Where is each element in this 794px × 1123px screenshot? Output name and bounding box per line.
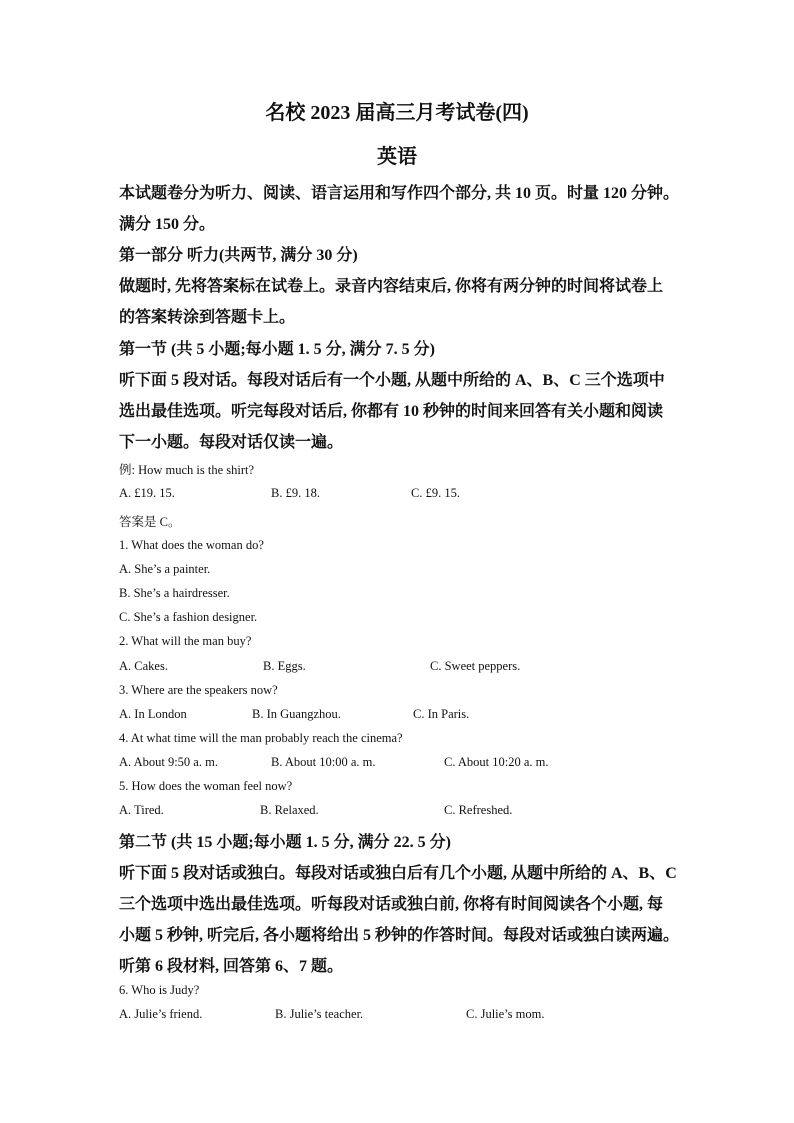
option-c: C. About 10:20 a. m. bbox=[444, 755, 549, 769]
page-title: 名校 2023 届高三月考试卷(四) bbox=[265, 102, 529, 124]
section1-instruction: 选出最佳选项。听完每段对话后, 你都有 10 秒钟的时间来回答有关小题和阅读 bbox=[119, 403, 664, 420]
section2-instruction: 听第 6 段材料, 回答第 6、7 题。 bbox=[119, 958, 344, 975]
option-b: B. Relaxed. bbox=[260, 803, 319, 817]
option-a: A. She’s a painter. bbox=[119, 562, 211, 576]
option-c: C. £9. 15. bbox=[411, 486, 460, 500]
option-b: B. In Guangzhou. bbox=[252, 707, 341, 721]
example-question: 例: How much is the shirt? bbox=[119, 463, 255, 477]
part1-heading: 第一部分 听力(共两节, 满分 30 分) bbox=[119, 247, 358, 264]
option-b: B. About 10:00 a. m. bbox=[271, 755, 376, 769]
section2-instruction: 听下面 5 段对话或独白。每段对话或独白后有几个小题, 从题中所给的 A、B、C bbox=[119, 865, 677, 882]
intro-line: 本试题卷分为听力、阅读、语言运用和写作四个部分, 共 10 页。时量 120 分钟。 bbox=[119, 185, 680, 202]
option-a: A. Tired. bbox=[119, 803, 164, 817]
option-b: B. Eggs. bbox=[263, 659, 306, 673]
option-c: C. Julie’s mom. bbox=[466, 1007, 545, 1021]
question-text: 3. Where are the speakers now? bbox=[119, 683, 278, 697]
part1-instruction: 的答案转涂到答题卡上。 bbox=[119, 309, 296, 326]
part1-instruction: 做题时, 先将答案标在试卷上。录音内容结束后, 你将有两分钟的时间将试卷上 bbox=[119, 278, 664, 295]
question-text: 2. What will the man buy? bbox=[119, 634, 252, 648]
example-answer: 答案是 C。 bbox=[119, 515, 181, 529]
subject-title: 英语 bbox=[377, 146, 417, 168]
option-b: B. Julie’s teacher. bbox=[275, 1007, 364, 1021]
option-a: A. In London bbox=[119, 707, 187, 721]
section1-instruction: 下一小题。每段对话仅读一遍。 bbox=[119, 434, 344, 451]
section2-instruction: 小题 5 秒钟, 听完后, 各小题将给出 5 秒钟的作答时间。每段对话或独白读两遍。 bbox=[119, 927, 680, 944]
question-text: 6. Who is Judy? bbox=[119, 983, 200, 997]
option-a: A. £19. 15. bbox=[119, 486, 175, 500]
option-c: C. She’s a fashion designer. bbox=[119, 610, 258, 624]
option-c: C. Sweet peppers. bbox=[430, 659, 521, 673]
option-b: B. £9. 18. bbox=[271, 486, 320, 500]
option-c: C. In Paris. bbox=[413, 707, 470, 721]
intro-line: 满分 150 分。 bbox=[119, 216, 216, 233]
question-text: 1. What does the woman do? bbox=[119, 538, 264, 552]
option-b: B. She’s a hairdresser. bbox=[119, 586, 230, 600]
section1-instruction: 听下面 5 段对话。每段对话后有一个小题, 从题中所给的 A、B、C 三个选项中 bbox=[119, 372, 665, 389]
section1-heading: 第一节 (共 5 小题;每小题 1. 5 分, 满分 7. 5 分) bbox=[119, 341, 435, 358]
option-a: A. Cakes. bbox=[119, 659, 168, 673]
question-text: 4. At what time will the man probably reach the cinema? bbox=[119, 731, 403, 745]
question-text: 5. How does the woman feel now? bbox=[119, 779, 293, 793]
section2-instruction: 三个选项中选出最佳选项。听每段对话或独白前, 你将有时间阅读各个小题, 每 bbox=[119, 896, 664, 913]
section2-heading: 第二节 (共 15 小题;每小题 1. 5 分, 满分 22. 5 分) bbox=[119, 834, 451, 851]
option-a: A. About 9:50 a. m. bbox=[119, 755, 218, 769]
option-c: C. Refreshed. bbox=[444, 803, 513, 817]
option-a: A. Julie’s friend. bbox=[119, 1007, 203, 1021]
